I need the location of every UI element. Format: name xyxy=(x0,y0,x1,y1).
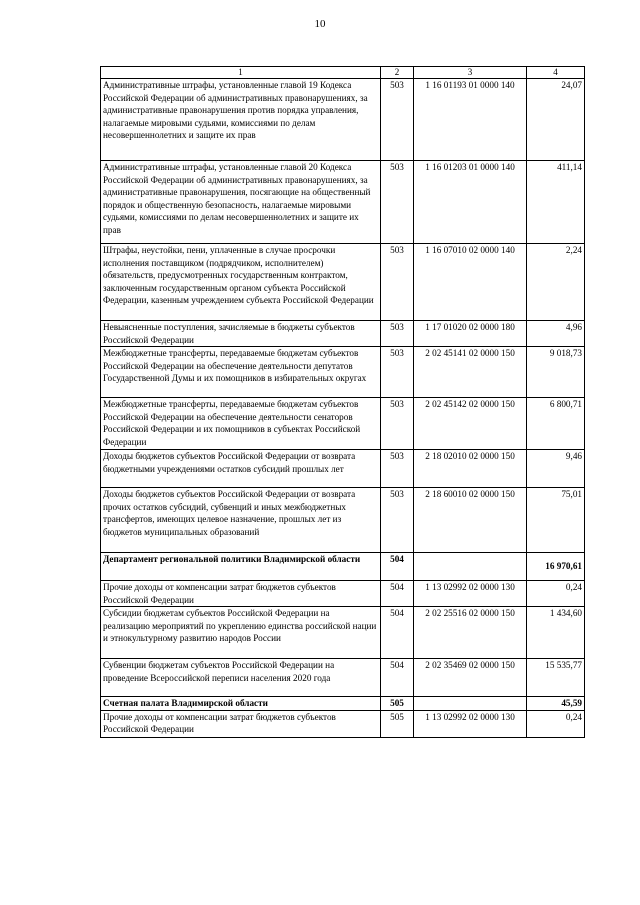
row-code: 503 xyxy=(381,244,414,321)
row-amount: 15 535,77 xyxy=(527,659,585,697)
header-col-4: 4 xyxy=(527,67,585,79)
row-kbk: 2 02 35469 02 0000 150 xyxy=(414,659,527,697)
row-kbk: 2 18 60010 02 0000 150 xyxy=(414,488,527,553)
row-amount: 0,24 xyxy=(527,581,585,607)
row-code: 503 xyxy=(381,79,414,161)
row-name: Административные штрафы, установленные главой 19 Кодекса Российской Федерации об административных правонарушениях, за административные правонарушения против порядка управления, налагаемые мировыми судьями, комиссиями по делам несовершеннолетних и защите их прав xyxy=(101,79,381,161)
table-row xyxy=(101,321,585,347)
page-number: 10 xyxy=(314,18,326,30)
row-name: Доходы бюджетов субъектов Российской Федерации от возврата бюджетными учреждениями остатков субсидий прошлых лет xyxy=(101,450,381,488)
table-row xyxy=(101,607,585,659)
row-amount: 1 434,60 xyxy=(527,607,585,659)
row-amount: 9 018,73 xyxy=(527,347,585,398)
row-name: Штрафы, неустойки, пени, уплаченные в случае просрочки исполнения поставщиком (подрядчиком, исполнителем) обязательств, предусмотренных государственным контрактом, заключенным государственным органом субъекта Российской Федерации, казенным учреждением субъекта Российской Федерации xyxy=(101,244,381,321)
row-name: Прочие доходы от компенсации затрат бюджетов субъектов Российской Федерации xyxy=(101,710,381,737)
row-name: Субвенции бюджетам субъектов Российской Федерации на проведение Всероссийской переписи населения 2020 года xyxy=(101,659,381,697)
row-code: 504 xyxy=(381,607,414,659)
row-amount: 0,24 xyxy=(527,710,585,737)
table-row xyxy=(101,710,585,737)
row-name: Доходы бюджетов субъектов Российской Федерации от возврата прочих остатков субсидий, субвенций и иных межбюджетных трансфертов, имеющих целевое назначение, прошлых лет из бюджетов муниципальных образований xyxy=(101,488,381,553)
row-kbk: 1 16 01203 01 0000 140 xyxy=(414,161,527,244)
row-code: 504 xyxy=(381,553,414,581)
row-amount: 4,96 xyxy=(527,321,585,347)
row-code: 503 xyxy=(381,488,414,553)
table-row xyxy=(101,581,585,607)
row-amount: 6 800,71 xyxy=(527,398,585,450)
row-name: Административные штрафы, установленные главой 20 Кодекса Российской Федерации об административных правонарушениях, за административные правонарушения, посягающие на общественный порядок и общественную безопасность, налагаемые мировыми судьями, комиссиями по делам несовершеннолетних и защите их прав xyxy=(101,161,381,244)
row-kbk: 1 17 01020 02 0000 180 xyxy=(414,321,527,347)
table-row xyxy=(101,347,585,398)
row-code: 503 xyxy=(381,161,414,244)
row-name: Прочие доходы от компенсации затрат бюджетов субъектов Российской Федерации xyxy=(101,581,381,607)
row-kbk: 2 02 25516 02 0000 150 xyxy=(414,607,527,659)
row-name: Счетная палата Владимирской области xyxy=(101,697,381,711)
row-amount: 16 970,61 xyxy=(527,553,585,581)
row-kbk xyxy=(414,553,527,581)
row-code: 504 xyxy=(381,659,414,697)
header-col-2: 2 xyxy=(381,67,414,79)
table-row xyxy=(101,161,585,244)
row-code: 505 xyxy=(381,697,414,711)
row-kbk xyxy=(414,697,527,711)
row-name: Невыясненные поступления, зачисляемые в бюджеты субъектов Российской Федерации xyxy=(101,321,381,347)
table-row xyxy=(101,488,585,553)
header-col-3: 3 xyxy=(414,67,527,79)
row-kbk: 2 02 45141 02 0000 150 xyxy=(414,347,527,398)
row-code: 505 xyxy=(381,710,414,737)
table-row xyxy=(101,79,585,161)
row-code: 503 xyxy=(381,450,414,488)
row-code: 503 xyxy=(381,347,414,398)
row-amount: 24,07 xyxy=(527,79,585,161)
table-row xyxy=(101,244,585,321)
revenue-table xyxy=(100,66,585,738)
table-row xyxy=(101,398,585,450)
row-name: Департамент региональной политики Владимирской области xyxy=(101,553,381,581)
row-name: Субсидии бюджетам субъектов Российской Федерации на реализацию мероприятий по укреплению единства российской нации и этнокультурному развитию народов России xyxy=(101,607,381,659)
row-amount: 9,46 xyxy=(527,450,585,488)
table-header-row xyxy=(101,67,585,79)
table-row xyxy=(101,659,585,697)
row-kbk: 2 18 02010 02 0000 150 xyxy=(414,450,527,488)
header-col-1: 1 xyxy=(101,67,381,79)
row-code: 503 xyxy=(381,321,414,347)
row-amount: 75,01 xyxy=(527,488,585,553)
row-kbk: 1 16 01193 01 0000 140 xyxy=(414,79,527,161)
row-amount: 411,14 xyxy=(527,161,585,244)
row-name: Межбюджетные трансферты, передаваемые бюджетам субъектов Российской Федерации на обеспечение деятельности депутатов Государственной Думы и их помощников в избирательных округах xyxy=(101,347,381,398)
table-row xyxy=(101,553,585,581)
table-row xyxy=(101,697,585,711)
row-kbk: 1 13 02992 02 0000 130 xyxy=(414,581,527,607)
row-code: 503 xyxy=(381,398,414,450)
row-kbk: 2 02 45142 02 0000 150 xyxy=(414,398,527,450)
row-name: Межбюджетные трансферты, передаваемые бюджетам субъектов Российской Федерации на обеспечение деятельности сенаторов Российской Федерации и их помощников в субъектах Российской Федерации xyxy=(101,398,381,450)
row-kbk: 1 13 02992 02 0000 130 xyxy=(414,710,527,737)
row-amount: 45,59 xyxy=(527,697,585,711)
table-row xyxy=(101,450,585,488)
row-kbk: 1 16 07010 02 0000 140 xyxy=(414,244,527,321)
row-amount: 2,24 xyxy=(527,244,585,321)
row-code: 504 xyxy=(381,581,414,607)
